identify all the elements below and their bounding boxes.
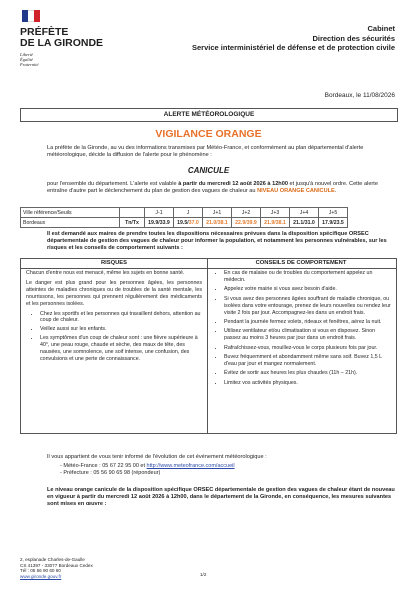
motto-egalite: Égalité bbox=[20, 57, 33, 62]
tn-value: 21.9 bbox=[264, 219, 275, 226]
footer-line: 2, esplanade Charles-de-Gaulle bbox=[20, 557, 85, 562]
validity-text: pour l'ensemble du département. L'alerte est valable bbox=[47, 181, 179, 187]
contact-text: Météo-France : 05 67 22 95 00 et bbox=[63, 463, 147, 469]
list-item: • Utilisez ventilateur et/ou climatisation si vous en disposez. Sinon passez au moins 3 heures par jour dans un endroit frais. bbox=[224, 328, 392, 342]
table-header bbox=[120, 208, 145, 218]
list-item: • Rafraîchissez-vous, mouillez-vous le corps plusieurs fois par jour. bbox=[224, 345, 392, 352]
table-header: J+4 bbox=[290, 208, 319, 218]
advice-header: CONSEILS DE COMPORTEMENT bbox=[206, 258, 397, 269]
table-header: J-1 bbox=[145, 208, 174, 218]
footer-line: Tél : 05 56 90 60 60 bbox=[20, 568, 61, 573]
tx-value: 38.1 bbox=[217, 219, 228, 226]
list-item: • Appelez votre mairie si vous avez besoin d'aide. bbox=[224, 286, 392, 293]
list-item: • Évitez de sortir aux heures les plus chaudes (11h – 21h). bbox=[224, 370, 392, 377]
table-cell-j+3: 21.9/38.1 bbox=[261, 218, 290, 228]
validity-start: à partir du mercredi 12 août 2026 à 12h00 bbox=[178, 181, 288, 187]
page-number: 1/2 bbox=[200, 572, 207, 577]
tx-value: 23.5 bbox=[333, 219, 344, 226]
contacts bbox=[60, 463, 390, 477]
tn-value: 21.0 bbox=[206, 219, 217, 226]
table-cell-j+1: 21.0/38.1 bbox=[203, 218, 232, 228]
prefecture-line1: PRÉFÈTE bbox=[20, 26, 69, 38]
orange-level: NIVEAU ORANGE CANICULE bbox=[257, 188, 335, 195]
validity-end: . bbox=[334, 188, 337, 195]
table-header: Ville référence/Seuils bbox=[21, 208, 120, 218]
tx-value: 38.1 bbox=[275, 219, 286, 226]
phenomenon: CANICULE bbox=[187, 166, 230, 175]
risks-list bbox=[40, 311, 202, 363]
tx-value: 31.0 bbox=[304, 219, 315, 226]
advice-content bbox=[214, 270, 392, 389]
footer-line: CS 41397 - 33077 Bordeaux Cedex bbox=[20, 562, 93, 568]
table-cell-j+4: 21.1/31.0 bbox=[290, 218, 319, 228]
service-interministeriel: Service interministériel de défense et de protection civile bbox=[192, 43, 395, 52]
tx-value: 33.9 bbox=[159, 219, 170, 226]
table-row bbox=[21, 218, 348, 228]
temperature-table bbox=[20, 207, 348, 228]
contact-prefecture: - Préfecture : 05 56 90 65 98 (répondeur) bbox=[60, 470, 161, 477]
motto-liberte: Liberté bbox=[20, 52, 33, 57]
risks-content bbox=[26, 270, 202, 365]
motto-fraternite: Fraternité bbox=[20, 62, 39, 67]
footer-address bbox=[20, 557, 93, 579]
tn-value: 19.9 bbox=[148, 219, 159, 226]
closing-paragraph: Le niveau orange canicule de la disposition spécifique ORSEC départementale de gestion des vagues de chaleur étant de nouveau en vigueur à partir du mercredi 12 août 2026 à 12h00, dans le département de la Gironde, en conséquence, les mesures suivantes sont mises en œuvre : bbox=[47, 487, 395, 508]
tn-value: 21.1 bbox=[293, 219, 304, 226]
table-cell-j: 19.5/37.0 bbox=[174, 218, 203, 228]
list-item: • Chez les sportifs et les personnes qui travaillent dehors, attention au coup de chaleur. bbox=[40, 311, 202, 325]
list-item: • En cas de malaise ou de troubles du comportement appelez un médecin. bbox=[224, 270, 392, 284]
table-header: J+2 bbox=[232, 208, 261, 218]
issuing-service bbox=[192, 24, 395, 53]
list-item: • Veillez aussi sur les enfants. bbox=[40, 326, 202, 333]
table-cell-j+2: 22.9/39.9 bbox=[232, 218, 261, 228]
tn-value: 19.5 bbox=[177, 219, 188, 226]
place-date: Bordeaux, le 11/08/2026 bbox=[324, 92, 395, 99]
table-header: J bbox=[174, 208, 203, 218]
followup-text: Il vous appartient de vous tenir informé de l'évolution de cet événement météorologique : bbox=[47, 454, 267, 460]
table-cell-j+5: 17.9/23.5 bbox=[319, 218, 348, 228]
risks-header: RISQUES bbox=[20, 258, 208, 269]
table-header: J+3 bbox=[261, 208, 290, 218]
republic-motto bbox=[20, 52, 39, 67]
service-cabinet: Cabinet bbox=[367, 24, 395, 33]
tx-value: 37.0 bbox=[188, 219, 199, 226]
service-direction: Direction des sécurités bbox=[312, 33, 395, 43]
meteofrance-link[interactable]: http://www.meteofrance.com/accueil bbox=[146, 463, 235, 469]
list-item: • Limitez vos activités physiques. bbox=[224, 380, 392, 387]
advice-list bbox=[224, 270, 392, 387]
tn-value: 22.9 bbox=[235, 219, 246, 226]
list-item: • Buvez fréquemment et abondamment même sans soif. Buvez 1,5 L d'eau par jour et mangez normalement. bbox=[224, 354, 392, 368]
list-item: • Pendant la journée fermez volets, rideaux et fenêtres, aérez la nuit. bbox=[224, 319, 392, 326]
table-header-row bbox=[21, 208, 348, 218]
table-city: Bordeaux bbox=[21, 218, 120, 228]
list-item: • Si vous avez des personnes âgées souffrant de maladie chronique, ou isolées dans votre entourage, prenez de leurs nouvelles ou rendez leur visite 2 fois par jour. Accompagnez-les dans un endroit frais. bbox=[224, 296, 392, 317]
validity-text-2: et jusqu'à nouvel ordre. Cette alerte entraîne d'autre part le déclenchement du plan de gestion des vagues de chaleur au bbox=[47, 181, 378, 195]
contact-meteo-france: - Météo-France : 05 67 22 95 00 et http://www.meteofrance.com/accueil bbox=[60, 463, 235, 469]
prefecture-line2: DE LA GIRONDE bbox=[20, 37, 104, 49]
list-item: • Les symptômes d'un coup de chaleur sont : une fièvre supérieure à 40°, une peau rouge, chaude et sèche, des maux de tête, des nausées, une somnolence, une soif intense, une confusion, des convulsions et une perte de connaissance. bbox=[40, 335, 202, 363]
validity-paragraph bbox=[47, 181, 399, 195]
prefecture-name bbox=[20, 27, 103, 49]
mayors-note: Il est demandé aux maires de prendre toutes les dispositions nécessaires prévues dans la disposition spécifique ORSEC départementale de gestion des vagues de chaleur pour informer la population, et notamment les personnes vulnérables, sur les risques et les conseils de comportement suivants : bbox=[47, 231, 387, 252]
table-unit: Tn/Tx bbox=[120, 218, 145, 228]
risks-paragraph: Le danger est plus grand pour les personnes âgées, les personnes atteintes de maladies chroniques ou de troubles de la santé mentale, les nourrissons, les personnes qui prennent régulièrement des médicaments et les personnes isolées. bbox=[26, 279, 202, 307]
website-link[interactable]: www.gironde.gouv.fr bbox=[20, 573, 62, 579]
table-cell-j-1: 19.9/33.9 bbox=[145, 218, 174, 228]
table-header: J+1 bbox=[203, 208, 232, 218]
marianne-flag-logo bbox=[22, 10, 40, 22]
risks-paragraph: Chacun d'entre nous est menacé, même les sujets en bonne santé. bbox=[26, 270, 185, 276]
intro-paragraph: La préfète de la Gironde, au vu des informations transmises par Météo-France, et conformément au plan départemental d'alerte météorologique, décide la diffusion de l'alerte pour le phénomène : bbox=[47, 145, 364, 159]
tn-value: 17.9 bbox=[322, 219, 333, 226]
alert-title: ALERTE MÉTÉOROLOGIQUE bbox=[20, 108, 398, 122]
contact-text: Préfecture : 05 56 90 65 98 (répondeur) bbox=[63, 470, 161, 477]
table-header: J+5 bbox=[319, 208, 348, 218]
vigilance-title: VIGILANCE ORANGE bbox=[155, 128, 262, 140]
tx-value: 39.9 bbox=[246, 219, 257, 226]
